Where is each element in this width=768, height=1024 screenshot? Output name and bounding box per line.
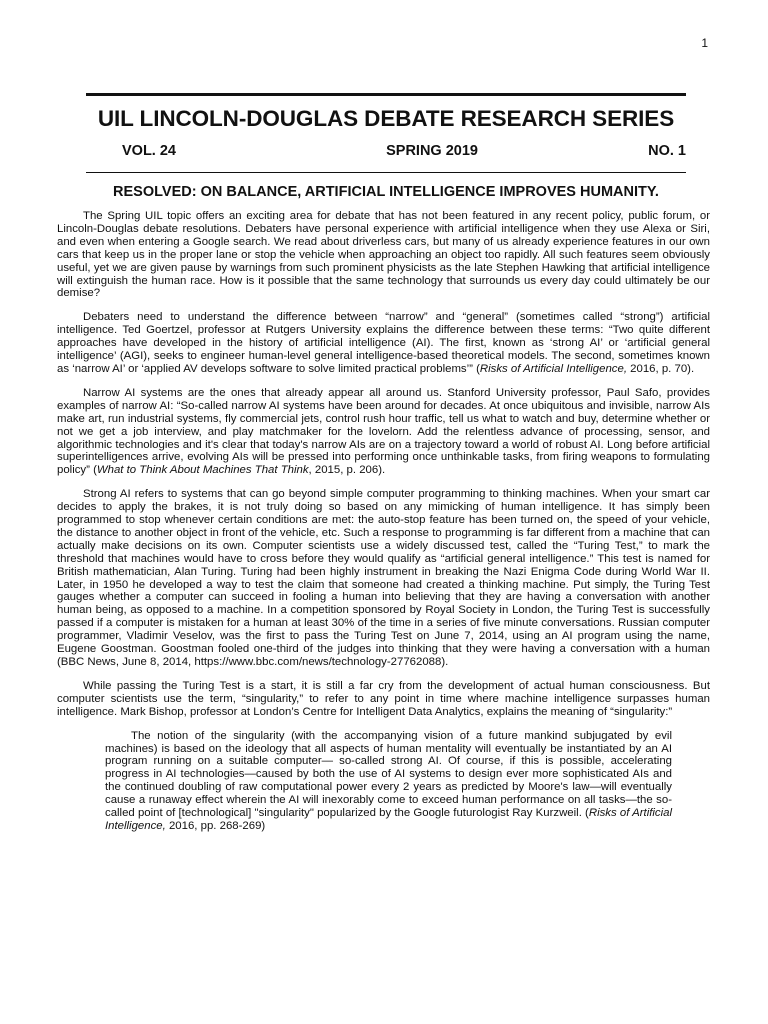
season-label: SPRING 2019	[386, 143, 478, 159]
issue-line	[122, 143, 686, 159]
resolution-heading: RESOLVED: ON BALANCE, ARTIFICIAL INTELLIGENCE IMPROVES HUMANITY.	[113, 184, 659, 200]
block-quote-singularity: The notion of the singularity (with the accompanying vision of a future mankind subjugated by evil machines) is based on the ideology that all aspects of human mentality will eventually be instantiated by an AI program running on a suitable computer— so-called strong AI. Of course, if this is possible, accelerating progress in AI technologies—caused by both the use of AI systems to design ever more sophisticated AIs and the continued doubling of raw computational power every 2 years as predicted by Moore's law—will eventually cause a runaway effect wherein the AI will inexorably come to exceed human performance on all tasks—the so-called point of [technological] "singularity" popularized by the Google futurologist Ray Kurzweil. (Risks of Artificial Intelligence, 2016, pp. 268-269)	[105, 729, 673, 832]
header-top-rule	[86, 93, 686, 96]
paragraph-intro: The Spring UIL topic offers an exciting area for debate that has not been featured in any recent policy, public forum, or Lincoln-Douglas debate resolutions. Debaters have personal experience with artificial intelligence when they use Alexa or Siri, and even when entering a Google search. We read about driverless cars, but many of us already experience features in our own cars that keep us in the proper lane or stop the vehicle when approaching an object too rapidly. All such features seem obviously useful, yet we are given pause by warnings from such prominent physicists as the late Stephen Hawking that artificial intelligence will extinguish the human race. How is it possible that the same technology that surrounds us every day could ultimately be our demise?	[57, 210, 710, 300]
issue-number: NO. 1	[648, 143, 686, 159]
series-title: UIL LINCOLN-DOUGLAS DEBATE RESEARCH SERIES	[97, 106, 675, 131]
header-bottom-rule	[86, 172, 686, 173]
paragraph-narrow-ai: Narrow AI systems are the ones that already appear all around us. Stanford University professor, Paul Safo, provides examples of narrow AI: “So-called narrow AI systems have been around for decades. At once ubiquitous and invisible, narrow AIs make art, run industrial systems, fly commercial jets, control rush hour traffic, tell us what to watch and buy, determine whether or not we get a job interview, and play matchmaker for the lovelorn. Add the relentless advance of processing, sensor, and algorithmic technologies and it's clear that today's narrow AIs are on a trajectory toward a world of robust AI. Long before artificial superintelligences arrive, evolving AIs will be pressed into performing once unthinkable tasks, from firing weapons to formulating policy” (What to Think About Machines That Think, 2015, p. 206).	[57, 386, 710, 477]
citation-title: Risks of Artificial Intelligence,	[105, 807, 673, 832]
article-body	[57, 210, 710, 833]
volume-label: VOL. 24	[122, 143, 176, 159]
page-number: 1	[701, 36, 708, 50]
paragraph-narrow-vs-general: Debaters need to understand the difference between “narrow” and “general” (sometimes called “strong”) artificial intelligence. Ted Goertzel, professor at Rutgers University explains the difference between these terms: “Two quite different approaches have developed in the history of artificial intelligence (AI). The first, known as ‘strong AI’ or ‘artificial general intelligence’ (AGI), seeks to engineer human-level general intelligence-based theoretical models. The second, sometimes known as ‘narrow AI’ or ‘applied AV develops software to solve limited practical problems’” (Risks of Artificial Intelligence, 2016, p. 70).	[57, 311, 710, 375]
paragraph-singularity: While passing the Turing Test is a start, it is still a far cry from the development of actual human consciousness. But computer scientists use the term, “singularity,” to refer to any point in time where machine intelligence surpasses human intelligence. Mark Bishop, professor at London’s Centre for Intelligent Data Analytics, explains the meaning of “singularity:”	[57, 679, 710, 718]
citation-title: Risks of Artificial Intelligence,	[479, 362, 627, 375]
paragraph-strong-ai: Strong AI refers to systems that can go beyond simple computer programming to thinking machines. When your smart car decides to apply the brakes, it is not truly doing so based on any mimicking of human intelligence. It has simply been programmed to stop whenever certain conditions are met: the auto-stop feature has been turned on, the speed of your vehicle, the distance to another object in front of the vehicle, etc. Such a response to programming is far different from a machine that can actually make decisions on its own. Computer scientists use a widely discussed test, called the “Turing Test,” to mark the threshold that machines would have to cross before they would qualify as “artificial general intelligence.” This test is named for British mathematician, Alan Turing. Turing had been highly instrument in breaking the Nazi Enigma Code during World War II. Later, in 1950 he developed a way to test the claim that someone had created a thinking machine. Put simply, the Turing Test gauges whether a computer can succeed in fooling a human into believing that they are having a conversation with another human being, as opposed to a machine. In a competition sponsored by Royal Society in London, the Turing Test is successfully passed if a computer is mistaken for a human at least 30% of the time in a series of five minute conversations. Russian computer programmer, Vladimir Veselov, was the first to pass the Turing Test on June 7, 2014, using an AI program using the name, Eugene Goostman. Goostman fooled one-third of the judges into thinking that they were having a conversation with a human (BBC News, June 8, 2014, https://www.bbc.com/news/technology-27762088).	[57, 488, 710, 668]
citation-title: What to Think About Machines That Think	[96, 464, 309, 477]
